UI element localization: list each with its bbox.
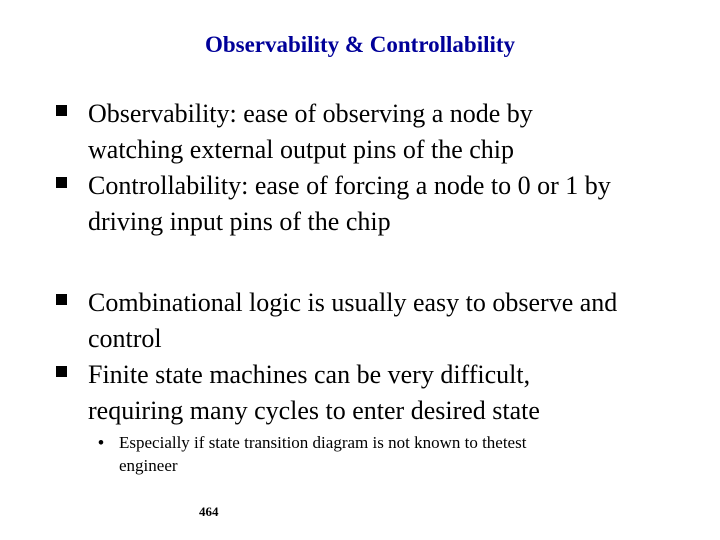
square-bullet-icon [56,366,67,377]
square-bullet-icon [56,294,67,305]
square-bullet-icon [56,177,67,188]
bullet-text: Finite state machines can be very difficult, requiring many cycles to enter desired state [88,360,540,425]
bullet-text: Controllability: ease of forcing a node to 0 or 1 by driving input pins of the chip [88,171,611,236]
slide-title: Observability & Controllability [204,32,516,57]
square-bullet-icon [56,105,67,116]
page-number: 464 [199,504,219,519]
sub-bullet-text: Especially if state transition diagram is not known to thetest engineer [119,433,527,475]
bullet-text: Observability: ease of observing a node by watching external output pins of the chip [88,99,533,164]
bullet-text: Combinational logic is usually easy to observe and control [88,288,618,353]
dot-bullet-icon: • [98,433,104,452]
